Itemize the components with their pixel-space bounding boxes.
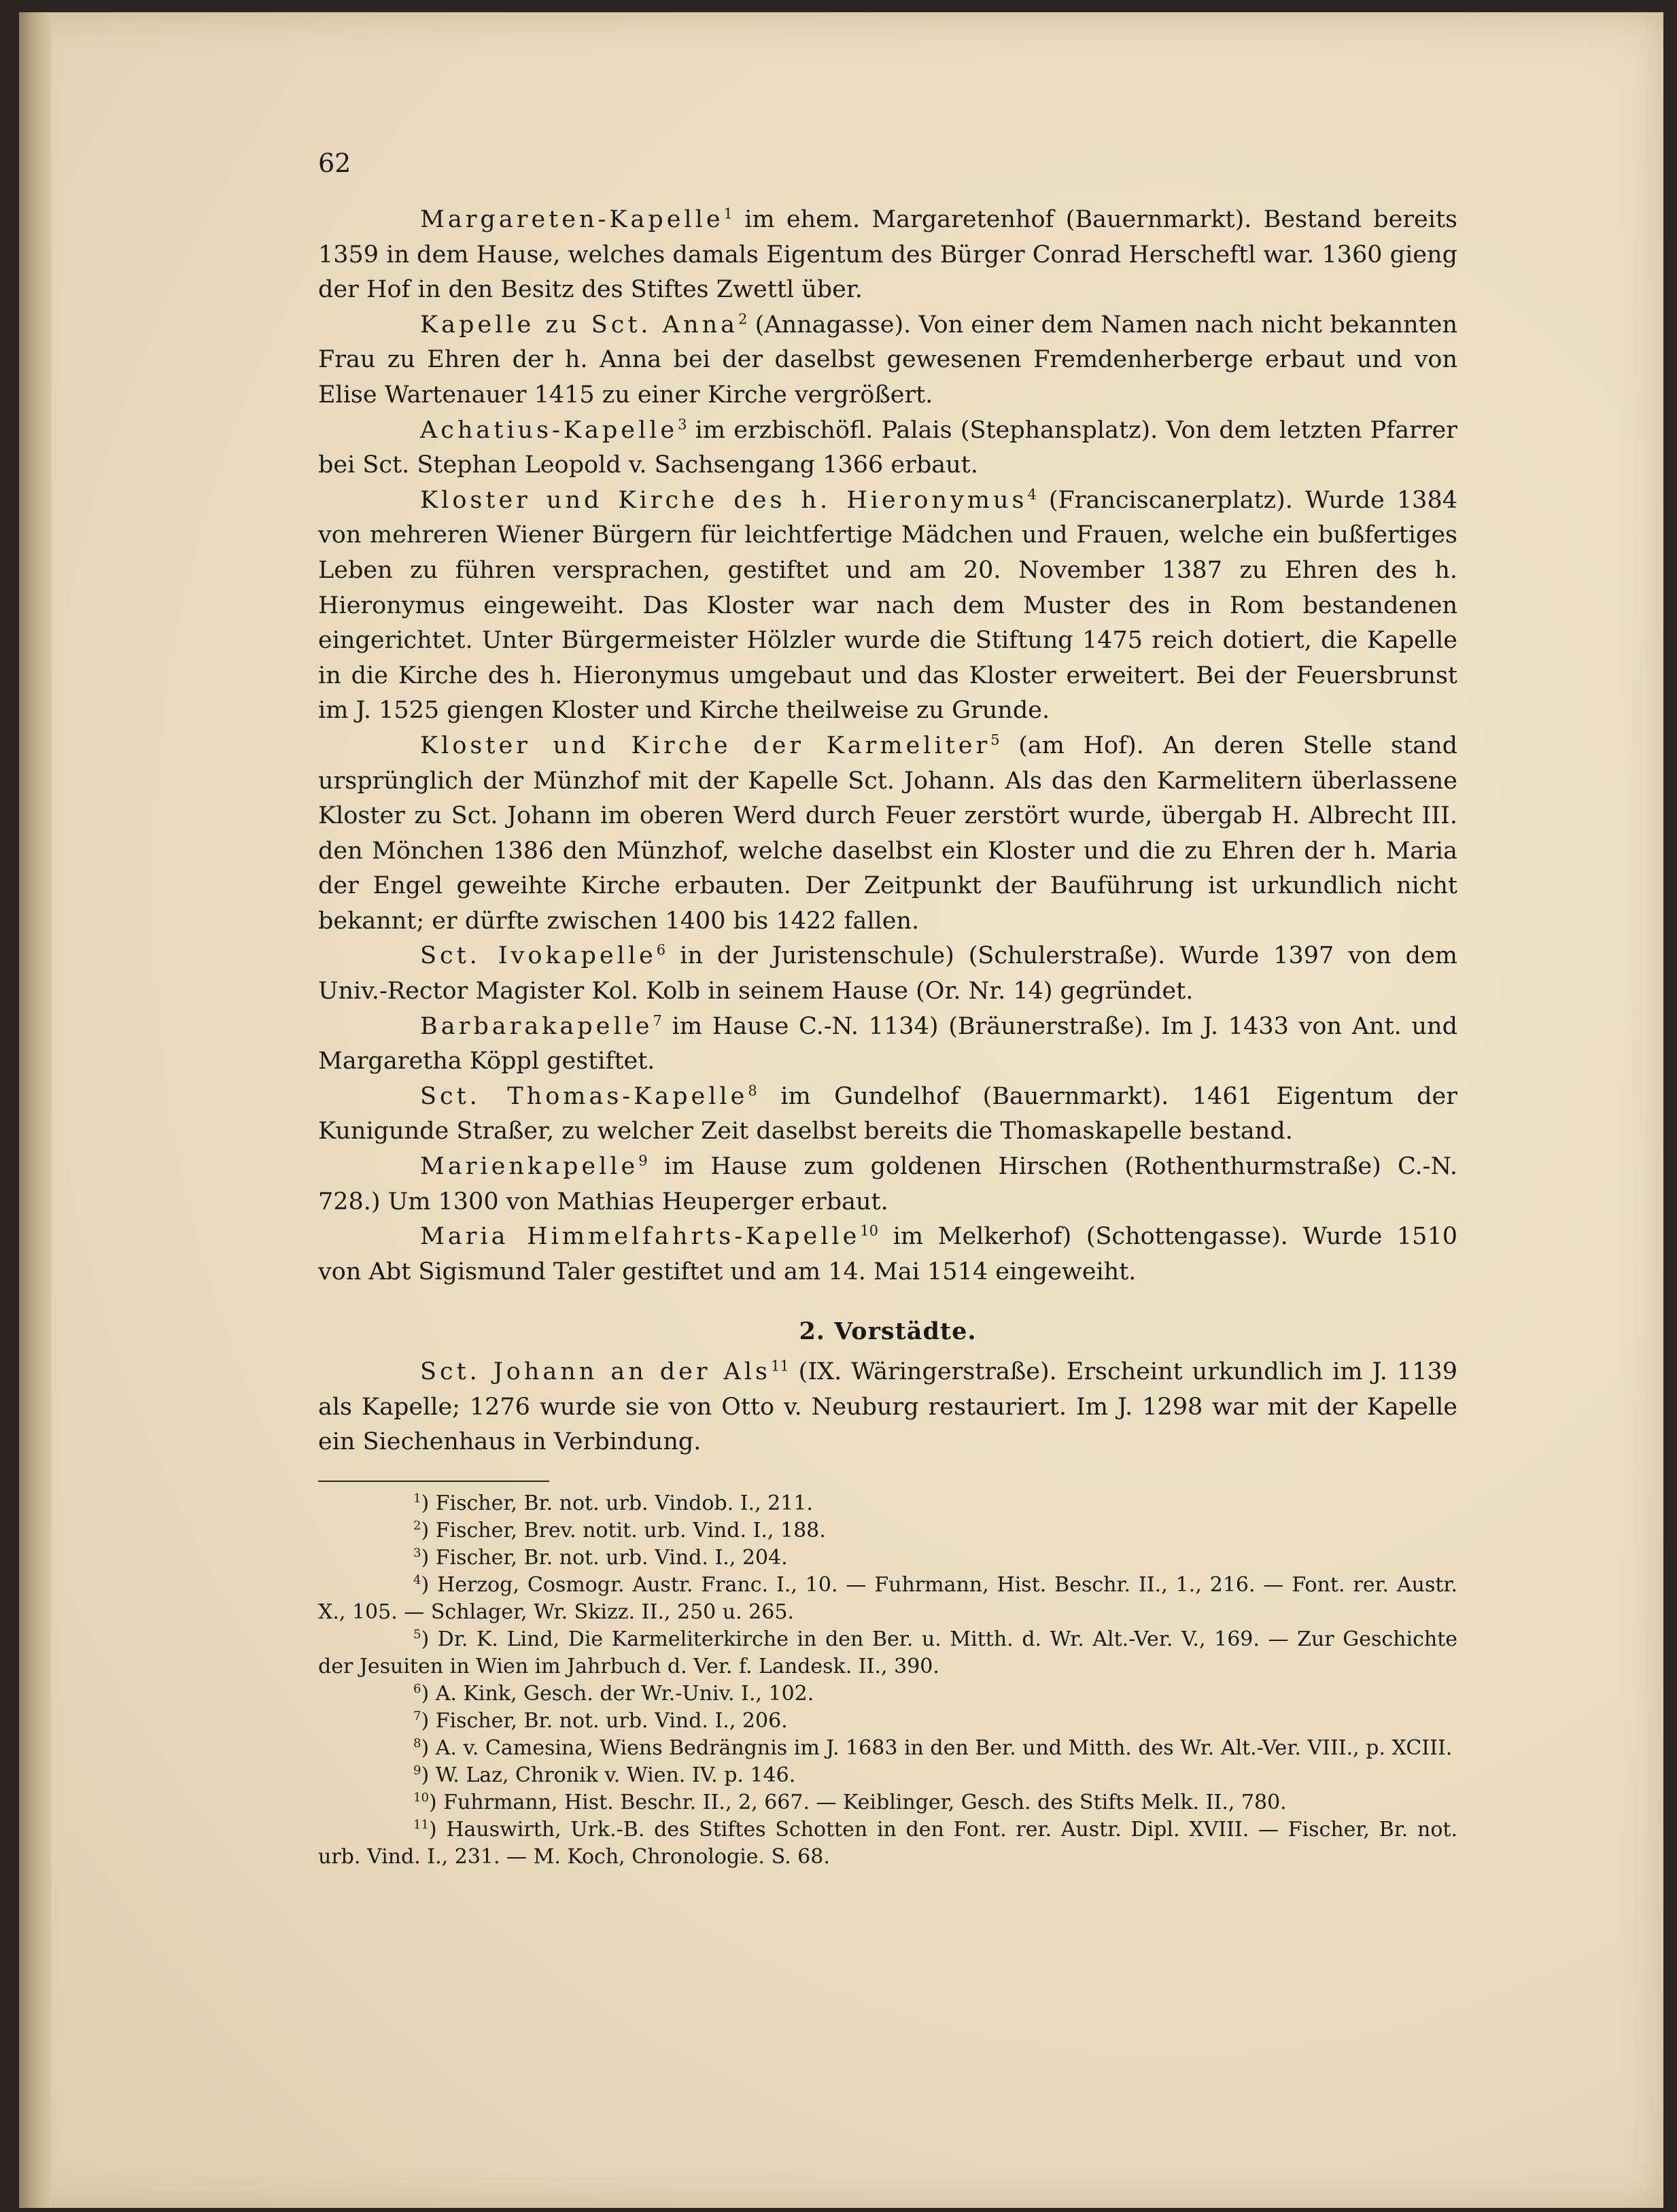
footnote-text: Hauswirth, Urk.-B. des Stiftes Schotten in den Font. rer. Austr. Dipl. XVIII. — Fischer, Br. not. urb. Vind. I., 231. — M. Koch, Chronologie. S. 68. bbox=[318, 1817, 1457, 1869]
entry-paragraph bbox=[318, 483, 1457, 729]
footnote-rule bbox=[318, 1481, 549, 1482]
footnote-number: 3 bbox=[413, 1545, 421, 1560]
footnote-bracket: ) bbox=[421, 1545, 436, 1570]
entry-text: im Hause C.-N. 1134) (Bräunerstraße). Im J. 1433 von Ant. und Margaretha Köppl gestiftet. bbox=[318, 1012, 1457, 1075]
footnote-number: 5 bbox=[413, 1627, 421, 1642]
entry-list bbox=[318, 203, 1457, 1290]
footnote-number: 9 bbox=[413, 1763, 421, 1778]
page-body bbox=[318, 203, 1457, 1871]
entry-paragraph bbox=[318, 1079, 1457, 1150]
footnote-text: Fischer, Brev. notit. urb. Vind. I., 188. bbox=[435, 1518, 826, 1542]
footnote-bracket: ) bbox=[421, 1681, 436, 1706]
entry-paragraph bbox=[318, 1150, 1457, 1220]
footnote-text: A. v. Camesina, Wiens Bedrängnis im J. 1683 in den Ber. und Mitth. des Wr. Alt.-Ver. VIII., p. XCIII. bbox=[435, 1735, 1453, 1760]
footnote-marker: 8 bbox=[748, 1082, 757, 1099]
footnote-text: Fischer, Br. not. urb. Vind. I., 206. bbox=[435, 1708, 788, 1733]
entry-paragraph bbox=[318, 203, 1457, 308]
footnote-number: 6 bbox=[413, 1681, 421, 1696]
footnote-text: Herzog, Cosmogr. Austr. Franc. I., 10. — Fuhrmann, Hist. Beschr. II., 1., 216. — Font. rer. Austr. X., 105. — Schlager, Wr. Skizz. II., 250 u. 265. bbox=[318, 1572, 1457, 1624]
footnote bbox=[318, 1735, 1457, 1762]
entry-paragraph bbox=[318, 1220, 1457, 1290]
footnote-text: Fischer, Br. not. urb. Vind. I., 204. bbox=[435, 1545, 788, 1570]
footnote-bracket: ) bbox=[421, 1708, 436, 1733]
entry-paragraph bbox=[318, 1009, 1457, 1079]
footnote-bracket: ) bbox=[428, 1817, 447, 1842]
section-heading: 2. Vorstädte. bbox=[799, 1317, 977, 1346]
footnote-number: 1 bbox=[413, 1491, 421, 1506]
entry-heading: Marienkapelle bbox=[420, 1153, 639, 1181]
footnote-bracket: ) bbox=[421, 1627, 438, 1651]
entry-paragraph bbox=[318, 939, 1457, 1009]
footnote bbox=[318, 1544, 1457, 1572]
footnote-bracket: ) bbox=[428, 1790, 444, 1814]
footnote-bracket: ) bbox=[421, 1491, 436, 1515]
footnote-bracket: ) bbox=[421, 1518, 436, 1542]
footnote-text: Fischer, Br. not. urb. Vindob. I., 211. bbox=[435, 1491, 813, 1515]
footnote-marker: 1 bbox=[723, 205, 733, 222]
footnote-number: 4 bbox=[413, 1572, 421, 1587]
entry-heading: Kloster und Kirche der Karmeliter bbox=[420, 731, 991, 759]
footnote-number: 2 bbox=[413, 1518, 421, 1533]
footnote-list bbox=[318, 1490, 1457, 1871]
entry-heading: Kapelle zu Sct. Anna bbox=[420, 311, 739, 339]
entry-text: (Annagasse). Von einer dem Namen nach nicht bekannten Frau zu Ehren der h. Anna bei der daselbst gewesenen Fremdenherberge erbaut und von Elise Wartenauer 1415 zu einer Kirche vergrößert. bbox=[318, 311, 1457, 409]
entry-heading: Barbarakapelle bbox=[420, 1012, 653, 1040]
entry-paragraph bbox=[318, 308, 1457, 413]
entry-heading: Maria Himmelfahrts-Kapelle bbox=[420, 1223, 861, 1251]
footnote bbox=[318, 1708, 1457, 1735]
entry-text: im Gundelhof (Bauernmarkt). 1461 Eigentum der Kunigunde Straßer, zu welcher Zeit daselbst bereits die Thomaskapelle bestand. bbox=[318, 1082, 1457, 1145]
entry-heading: Sct. Ivokapelle bbox=[420, 942, 657, 970]
footnote-bracket: ) bbox=[421, 1763, 436, 1787]
entry-heading: Sct. Johann an der Als bbox=[420, 1358, 771, 1385]
footnote-number: 10 bbox=[413, 1790, 429, 1805]
footnote-number: 11 bbox=[413, 1817, 429, 1832]
entry-text: in der Juristenschule) (Schulerstraße). Wurde 1397 von dem Univ.-Rector Magister Kol. Kolb in seinem Hause (Or. Nr. 14) gegründet. bbox=[318, 942, 1457, 1005]
footnote-marker: 11 bbox=[770, 1358, 789, 1375]
footnote-bracket: ) bbox=[421, 1572, 438, 1597]
entry-heading: Achatius-Kapelle bbox=[420, 416, 678, 444]
footnote-text: Dr. K. Lind, Die Karmeliterkirche in den Ber. u. Mitth. d. Wr. Alt.-Ver. V., 169. — Zur Geschichte der Jesuiten in Wien im Jahrbuch d. Ver. f. Landesk. II., 390. bbox=[318, 1627, 1458, 1678]
entry-paragraph bbox=[318, 729, 1457, 939]
footnote-marker: 4 bbox=[1027, 486, 1037, 503]
footnote-marker: 2 bbox=[738, 311, 748, 328]
entry-paragraph bbox=[318, 1355, 1457, 1460]
entry-paragraph bbox=[318, 413, 1457, 483]
section-entry-list bbox=[318, 1355, 1457, 1460]
book-page bbox=[19, 12, 1663, 2208]
page-binding-edge bbox=[19, 12, 52, 2208]
footnote-number: 8 bbox=[413, 1735, 421, 1750]
entry-text: im ehem. Margaretenhof (Bauernmarkt). Bestand bereits 1359 in dem Hause, welches damals Eigentum des Bürger Conrad Herscheftl war. 1360 gieng der Hof in den Besitz des Stiftes Zwettl über. bbox=[318, 206, 1457, 304]
footnote bbox=[318, 1816, 1457, 1871]
entry-heading: Sct. Thomas-Kapelle bbox=[420, 1082, 748, 1110]
entry-heading: Margareten-Kapelle bbox=[420, 206, 724, 233]
entry-text: (Franciscanerplatz). Wurde 1384 von mehreren Wiener Bürgern für leichtfertige Mädchen und Frauen, welche ein bußfertiges Leben zu führen versprachen, gestiftet und am 20. November 1387 zu Ehren des h. Hieronymus eingeweiht. Das Kloster war nach dem Muster des in Rom bestandenen eingerichtet. Unter Bürgermeister Hölzler wurde die Stiftung 1475 reich dotiert, die Kapelle in die Kirche des h. Hieronymus umgebaut und das Kloster erweitert. Bei der Feuersbrunst im J. 1525 giengen Kloster und Kirche theilweise zu Grunde. bbox=[318, 486, 1457, 725]
footnote bbox=[318, 1517, 1457, 1544]
entry-text: im Hause zum goldenen Hirschen (Rothenthurmstraße) C.-N. 728.) Um 1300 von Mathias Heuperger erbaut. bbox=[318, 1153, 1457, 1215]
footnote-text: W. Laz, Chronik v. Wien. IV. p. 146. bbox=[435, 1763, 796, 1787]
footnote bbox=[318, 1762, 1457, 1789]
footnote-marker: 5 bbox=[990, 731, 1000, 748]
entry-text: (am Hof). An deren Stelle stand ursprünglich der Münzhof mit der Kapelle Sct. Johann. Als das den Karmelitern überlassene Kloster zu Sct. Johann im oberen Werd durch Feuer zerstört wurde, übergab H. Albrecht III. den Mönchen 1386 den Münzhof, welche daselbst ein Kloster und die zu Ehren der h. Maria der Engel geweihte Kirche erbauten. Der Zeitpunkt der Bauführung ist urkundlich nicht bekannt; er dürfte zwischen 1400 bis 1422 fallen. bbox=[318, 731, 1457, 935]
footnote-marker: 6 bbox=[656, 941, 666, 958]
footnote-text: Fuhrmann, Hist. Beschr. II., 2, 667. — Keiblinger, Gesch. des Stifts Melk. II., 780. bbox=[443, 1790, 1287, 1814]
entry-heading: Kloster und Kirche des h. Hieronymus bbox=[420, 486, 1028, 514]
entry-text: (IX. Wäringerstraße). Erscheint urkundlich im J. 1139 als Kapelle; 1276 wurde sie von Otto v. Neuburg restauriert. Im J. 1298 war mit der Kapelle ein Siechenhaus in Verbindung. bbox=[318, 1358, 1457, 1456]
footnote-number: 7 bbox=[413, 1708, 421, 1723]
footnote bbox=[318, 1572, 1457, 1626]
footnote-bracket: ) bbox=[421, 1735, 436, 1760]
footnote-marker: 9 bbox=[638, 1152, 648, 1169]
footnote-marker: 10 bbox=[860, 1222, 879, 1239]
footnote-text: A. Kink, Gesch. der Wr.-Univ. I., 102. bbox=[435, 1681, 814, 1706]
footnote bbox=[318, 1626, 1457, 1680]
page-number: 62 bbox=[318, 148, 351, 178]
entry-text: im erzbischöfl. Palais (Stephansplatz). Von dem letzten Pfarrer bei Sct. Stephan Leopold v. Sachsengang 1366 erbaut. bbox=[318, 416, 1457, 479]
entry-text: im Melkerhof) (Schottengasse). Wurde 1510 von Abt Sigismund Taler gestiftet und am 14. Mai 1514 eingeweiht. bbox=[318, 1223, 1457, 1285]
footnote bbox=[318, 1680, 1457, 1708]
footnote-marker: 3 bbox=[678, 415, 687, 432]
footnote-marker: 7 bbox=[653, 1012, 662, 1029]
footnote bbox=[318, 1789, 1457, 1816]
footnote bbox=[318, 1490, 1457, 1517]
